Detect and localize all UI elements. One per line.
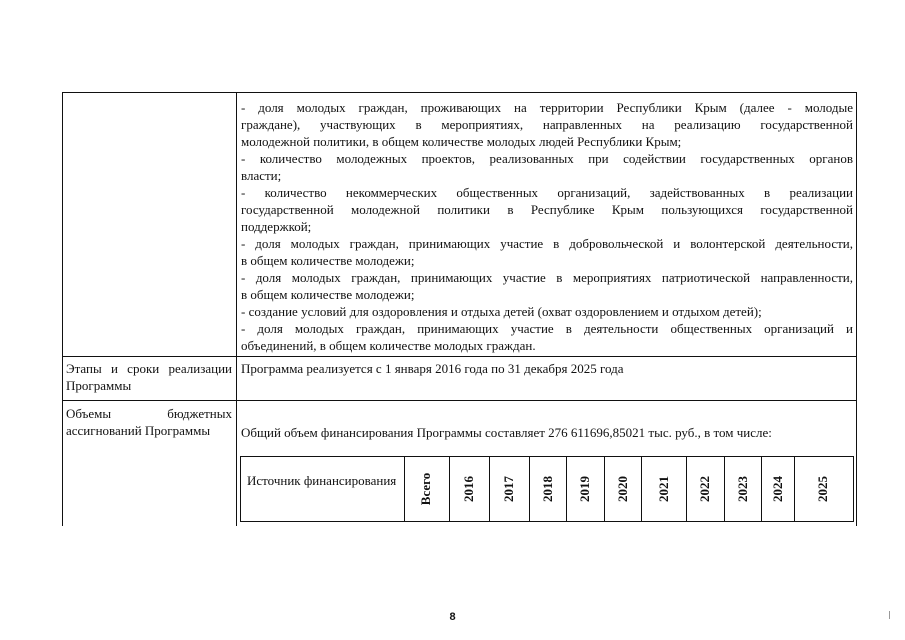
indicator-line: власти;: [241, 168, 282, 183]
indicator-line: - количество некоммерческих общественных организаций, задействованных в реализации: [241, 185, 853, 200]
indicator-line: - количество молодежных проектов, реализованных при содействии государственных органов: [241, 151, 853, 166]
indicator-line: в общем количестве молодежи;: [241, 253, 415, 268]
col-2019: 2019: [577, 476, 592, 502]
col-2018: 2018: [539, 476, 555, 502]
budget-total: Общий объем финансирования Программы составляет 276 611696,85021 тыс. руб., в том числе:: [241, 425, 772, 440]
indicator-line: - доля молодых граждан, проживающих на территории Республики Крым (далее - молодые: [241, 100, 853, 115]
col-total: Всего: [418, 472, 434, 506]
col-2016: 2016: [461, 476, 476, 502]
col-2017: 2017: [501, 476, 516, 502]
col-2020: 2020: [614, 476, 630, 502]
col-2023: 2023: [734, 476, 750, 502]
stages-value: Программа реализуется с 1 января 2016 года по 31 декабря 2025 года: [241, 361, 624, 376]
indicator-line: граждане), участвующих в мероприятиях, направленных на реализацию государственной: [241, 117, 853, 132]
page-number: 8: [449, 611, 456, 623]
indicator-line: государственной молодежной политики в Республике Крым пользующихся государственной: [241, 202, 853, 217]
indicator-line: в общем количестве молодежи;: [241, 287, 415, 302]
col-2024: 2024: [769, 476, 785, 502]
col-2022: 2022: [697, 476, 712, 502]
indicator-line: - доля молодых граждан, принимающих участие в деятельности общественных организаций и: [241, 321, 853, 336]
indicator-line: молодежной политики, в общем количестве молодых людей Республики Крым;: [241, 134, 682, 149]
column-divider: [236, 92, 237, 526]
col-2021: 2021: [655, 476, 671, 502]
indicator-line: поддержкой;: [241, 219, 312, 234]
row-divider: [62, 400, 857, 401]
indicator-line: - доля молодых граждан, принимающих участие в добровольческой и волонтерской деятельности,: [241, 236, 853, 251]
indicator-line: - создание условий для оздоровления и отдыха детей (охват оздоровлением и отдыхом детей);: [241, 304, 762, 319]
row-divider: [62, 356, 857, 357]
source-header: Источник финансирования: [247, 473, 397, 488]
budget-label: Объемы бюджетных: [66, 406, 232, 421]
stages-label: Этапы и сроки реализации: [66, 361, 232, 376]
stages-label-cont: Программы: [66, 378, 132, 393]
scan-edge-mark: [889, 611, 890, 619]
funding-table: [240, 456, 854, 522]
indicator-line: - доля молодых граждан, принимающих участие в мероприятиях патриотической направленности,: [241, 270, 853, 285]
indicator-line: объединений, в общем количестве молодых граждан.: [241, 338, 536, 353]
budget-label-cont: ассигнований Программы: [66, 423, 211, 438]
col-2025: 2025: [815, 476, 830, 502]
